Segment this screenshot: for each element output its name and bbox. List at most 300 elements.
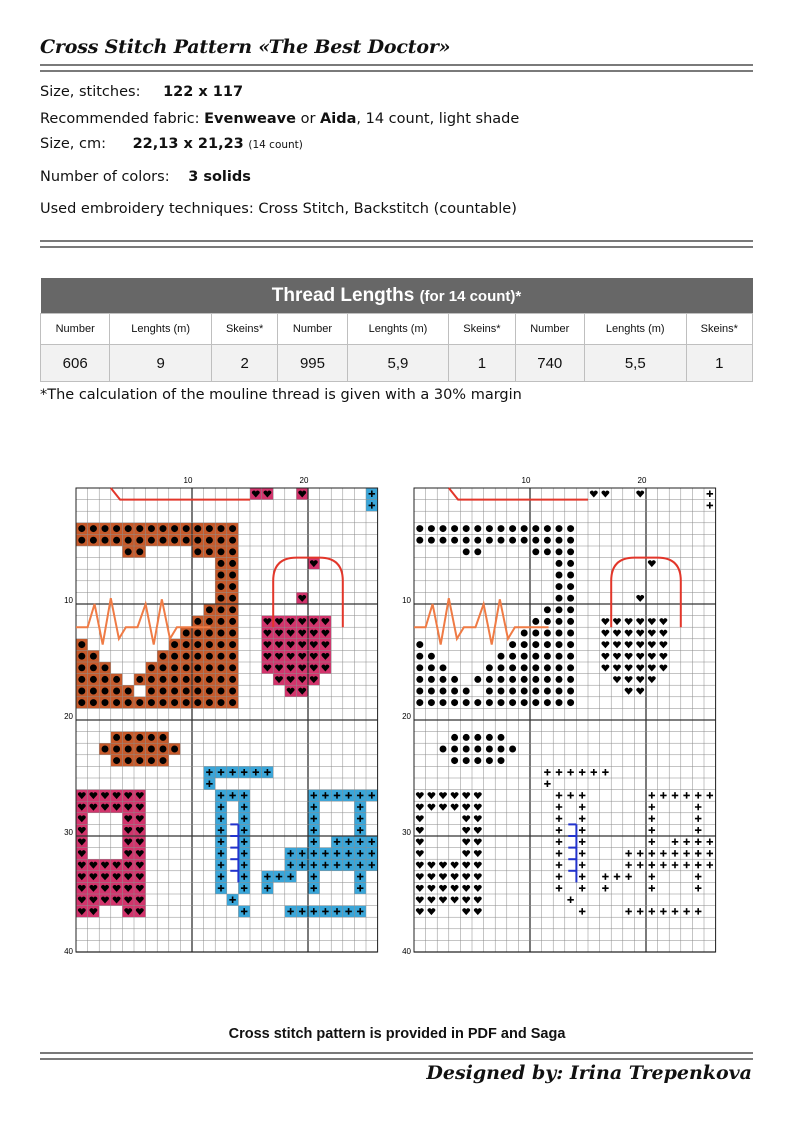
stitch-symbol-plus: [695, 827, 701, 833]
stitch-symbol-dot: [509, 688, 516, 695]
stitch-symbol-dot: [183, 699, 190, 706]
stitch-symbol-dot: [532, 653, 539, 660]
stitch-symbol-plus: [649, 862, 655, 868]
stitch-symbol-heart: [636, 491, 644, 498]
page-title: Cross Stitch Pattern «The Best Doctor»: [40, 36, 451, 58]
stitch-symbol-heart: [428, 862, 436, 869]
stitch-symbol-dot: [113, 757, 120, 764]
stitch-symbol-heart: [474, 839, 482, 846]
stitch-symbol-plus: [625, 873, 631, 879]
stitch-symbol-dot: [532, 618, 539, 625]
stitch-symbol-dot: [206, 641, 213, 648]
stitch-symbol-dot: [509, 676, 516, 683]
value-cell: 2: [211, 345, 277, 382]
stitch-symbol-dot: [160, 525, 167, 532]
stitch-symbol-dot: [532, 630, 539, 637]
stitch-symbol-heart: [636, 618, 644, 625]
stitch-symbol-dot: [160, 688, 167, 695]
stitch-symbol-dot: [90, 664, 97, 671]
stitch-symbol-dot: [148, 664, 155, 671]
stitch-symbol-heart: [602, 641, 610, 648]
stitch-symbol-plus: [649, 827, 655, 833]
stitch-symbol-heart: [462, 827, 470, 834]
stitch-symbol-plus: [707, 792, 713, 798]
thread-title-note: (for 14 count)*: [419, 287, 522, 305]
stitch-symbol-heart: [462, 792, 470, 799]
stitch-symbol-dot: [416, 676, 423, 683]
col-label-10: 10: [521, 476, 531, 485]
stitch-symbol-heart: [660, 665, 668, 672]
size-label: Size, stitches:: [40, 84, 141, 100]
stitch-symbol-dot: [113, 525, 120, 532]
stitch-symbol-dot: [498, 688, 505, 695]
stitch-symbol-dot: [136, 746, 143, 753]
stitch-symbol-dot: [136, 757, 143, 764]
stitch-symbol-dot: [451, 746, 458, 753]
stitch-symbol-dot: [544, 537, 551, 544]
stitch-symbol-plus: [707, 502, 713, 508]
stitch-symbol-dot: [136, 548, 143, 555]
stitch-symbol-dot: [160, 734, 167, 741]
stitch-symbol-heart: [462, 804, 470, 811]
stitch-symbol-dot: [102, 676, 109, 683]
stitch-symbol-heart: [602, 653, 610, 660]
stitch-symbol-dot: [78, 537, 85, 544]
stitch-symbol-dot: [486, 688, 493, 695]
stitch-symbol-heart: [451, 792, 459, 799]
stitch-symbol-dot: [148, 537, 155, 544]
stitch-symbol-dot: [125, 734, 132, 741]
stitch-symbol-dot: [229, 572, 236, 579]
stitch-symbol-dot: [556, 699, 563, 706]
stitch-symbol-plus: [660, 862, 666, 868]
stitch-symbol-dot: [416, 641, 423, 648]
stitch-symbol-heart: [660, 641, 668, 648]
stitch-symbol-dot: [544, 606, 551, 613]
value-cell: 5,5: [584, 345, 686, 382]
stitch-symbol-plus: [567, 897, 573, 903]
stitch-symbol-heart: [451, 897, 459, 904]
stitch-symbol-heart: [602, 630, 610, 637]
stitch-symbol-dot: [509, 525, 516, 532]
stitch-symbol-heart: [439, 897, 447, 904]
stitch-symbol-dot: [183, 537, 190, 544]
stitch-symbol-dot: [183, 641, 190, 648]
stitch-symbol-dot: [102, 699, 109, 706]
colors-line: [40, 169, 251, 185]
thread-header-row: [41, 314, 753, 345]
stitch-symbol-dot: [556, 548, 563, 555]
value-cell: 995: [278, 345, 347, 382]
stitch-symbol-plus: [672, 839, 678, 845]
stitch-symbol-dot: [206, 630, 213, 637]
cm-value: 22,13 x 21,23: [132, 136, 244, 152]
stitch-symbol-dot: [567, 583, 574, 590]
value-cell: 1: [449, 345, 515, 382]
stitch-symbol-heart: [648, 618, 656, 625]
stitch-symbol-dot: [428, 676, 435, 683]
stitch-symbol-dot: [544, 664, 551, 671]
stitch-symbol-plus: [683, 908, 689, 914]
stitch-symbol-heart: [462, 908, 470, 915]
stitch-symbol-dot: [532, 641, 539, 648]
stitch-symbol-plus: [695, 873, 701, 879]
stitch-symbol-heart: [474, 862, 482, 869]
stitch-symbol-dot: [498, 746, 505, 753]
stitch-symbol-dot: [521, 537, 528, 544]
header-cell: Number: [278, 314, 347, 345]
fabric-line: [40, 111, 519, 127]
header-cell: Lenghts (m): [347, 314, 449, 345]
stitch-symbol-dot: [463, 734, 470, 741]
value-cell: 606: [41, 345, 110, 382]
stitch-symbol-dot: [171, 699, 178, 706]
stitch-symbol-heart: [625, 618, 633, 625]
stitch-symbol-plus: [695, 862, 701, 868]
stitch-symbol-plus: [579, 839, 585, 845]
stitch-symbol-plus: [579, 885, 585, 891]
stitch-symbol-dot: [556, 560, 563, 567]
stitch-symbol-heart: [416, 873, 424, 880]
stitch-symbol-heart: [602, 491, 610, 498]
col-label-20: 20: [637, 476, 647, 485]
size-value: 122 x 117: [163, 84, 244, 100]
stitch-symbol-dot: [218, 606, 225, 613]
stitch-symbol-dot: [486, 537, 493, 544]
stitch-symbol-dot: [218, 699, 225, 706]
stitch-symbol-dot: [194, 618, 201, 625]
stitch-symbol-dot: [229, 688, 236, 695]
symbol-chart-grid: [414, 488, 716, 952]
stitch-symbol-dot: [474, 548, 481, 555]
stitch-symbol-dot: [229, 618, 236, 625]
stitch-symbol-dot: [428, 699, 435, 706]
stitch-symbol-dot: [229, 630, 236, 637]
thread-lengths-table: [40, 278, 753, 382]
stitch-symbol-dot: [183, 630, 190, 637]
stitch-symbol-plus: [579, 827, 585, 833]
stitch-symbol-dot: [556, 653, 563, 660]
row-label-40: 40: [64, 947, 73, 956]
cm-label: Size, cm:: [40, 136, 106, 152]
stitch-symbol-dot: [567, 699, 574, 706]
stitch-symbol-dot: [544, 548, 551, 555]
color-chart: [60, 470, 380, 960]
stitch-symbol-dot: [451, 734, 458, 741]
stitch-symbol-dot: [148, 688, 155, 695]
stitch-symbol-dot: [78, 699, 85, 706]
stitch-symbol-plus: [683, 792, 689, 798]
stitch-symbol-dot: [428, 537, 435, 544]
designer-credit: Designed by: Irina Trepenkova: [426, 1062, 752, 1084]
stitch-symbol-dot: [113, 746, 120, 753]
header-cell: Lenghts (m): [584, 314, 686, 345]
header-cell: Number: [41, 314, 110, 345]
stitch-symbol-dot: [416, 653, 423, 660]
stitch-symbol-dot: [474, 676, 481, 683]
stitch-symbol-heart: [648, 676, 656, 683]
stitch-symbol-dot: [136, 676, 143, 683]
stitch-symbol-dot: [136, 537, 143, 544]
stitch-symbol-dot: [218, 572, 225, 579]
stitch-symbol-heart: [648, 560, 656, 567]
stitch-symbol-heart: [648, 653, 656, 660]
stitch-symbol-dot: [183, 676, 190, 683]
stitch-symbol-dot: [148, 746, 155, 753]
stitch-symbol-dot: [148, 699, 155, 706]
stitch-symbol-dot: [229, 548, 236, 555]
stitch-symbol-dot: [136, 699, 143, 706]
stitch-symbol-plus: [579, 769, 585, 775]
stitch-symbol-dot: [171, 688, 178, 695]
stitch-symbol-dot: [218, 595, 225, 602]
stitch-symbol-dot: [463, 525, 470, 532]
header-cell: Skeins*: [449, 314, 515, 345]
stitch-symbol-dot: [556, 606, 563, 613]
stitch-symbol-dot: [206, 699, 213, 706]
stitch-symbol-heart: [636, 641, 644, 648]
stitch-symbol-heart: [462, 839, 470, 846]
stitch-symbol-heart: [648, 641, 656, 648]
stitch-symbol-plus: [683, 862, 689, 868]
stitch-symbol-dot: [428, 653, 435, 660]
stitch-symbol-heart: [613, 665, 621, 672]
stitch-symbol-dot: [532, 688, 539, 695]
stitch-symbol-dot: [218, 618, 225, 625]
stitch-symbol-heart: [439, 862, 447, 869]
value-cell: 1: [686, 345, 752, 382]
stitch-symbol-heart: [636, 595, 644, 602]
stitch-symbol-dot: [567, 595, 574, 602]
stitch-symbol-heart: [416, 897, 424, 904]
stitch-symbol-dot: [521, 664, 528, 671]
stitch-symbol-plus: [683, 839, 689, 845]
stitch-symbol-dot: [160, 664, 167, 671]
stitch-symbol-plus: [556, 804, 562, 810]
thread-table-title: [41, 278, 753, 314]
stitch-symbol-dot: [90, 676, 97, 683]
stitch-symbol-dot: [218, 630, 225, 637]
stitch-symbol-dot: [474, 525, 481, 532]
stitch-symbol-dot: [229, 537, 236, 544]
stitch-symbol-dot: [206, 688, 213, 695]
stitch-symbol-dot: [218, 537, 225, 544]
stitch-symbol-dot: [229, 641, 236, 648]
stitch-symbol-dot: [486, 746, 493, 753]
stitch-symbol-dot: [451, 537, 458, 544]
mid-divider-2: [40, 246, 753, 248]
stitch-symbol-dot: [218, 641, 225, 648]
value-cell: 9: [110, 345, 212, 382]
stitch-symbol-dot: [113, 537, 120, 544]
stitch-symbol-plus: [672, 908, 678, 914]
stitch-symbol-heart: [636, 653, 644, 660]
stitch-symbol-heart: [648, 665, 656, 672]
stitch-symbol-dot: [78, 653, 85, 660]
stitch-symbol-dot: [474, 757, 481, 764]
stitch-symbol-heart: [428, 873, 436, 880]
stitch-symbol-dot: [206, 548, 213, 555]
stitch-symbol-dot: [416, 688, 423, 695]
stitch-symbol-heart: [636, 630, 644, 637]
stitch-symbol-dot: [125, 688, 132, 695]
stitch-symbol-plus: [649, 885, 655, 891]
stitch-symbol-dot: [521, 688, 528, 695]
stitch-symbol-dot: [567, 606, 574, 613]
stitch-symbol-plus: [544, 781, 550, 787]
stitch-symbol-dot: [171, 676, 178, 683]
stitch-symbol-heart: [474, 815, 482, 822]
stitch-symbol-dot: [183, 664, 190, 671]
stitch-symbol-dot: [567, 560, 574, 567]
stitch-symbol-dot: [148, 757, 155, 764]
stitch-symbol-dot: [136, 734, 143, 741]
stitch-symbol-plus: [579, 815, 585, 821]
stitch-symbol-dot: [428, 525, 435, 532]
stitch-symbol-dot: [194, 699, 201, 706]
stitch-symbol-dot: [90, 688, 97, 695]
stitch-symbol-dot: [78, 664, 85, 671]
stitch-symbol-heart: [439, 804, 447, 811]
stitch-symbol-plus: [707, 862, 713, 868]
stitch-symbol-dot: [218, 548, 225, 555]
stitch-symbol-dot: [440, 699, 447, 706]
stitch-symbol-dot: [556, 676, 563, 683]
header-cell: Number: [515, 314, 584, 345]
value-cell: 740: [515, 345, 584, 382]
stitch-symbol-heart: [613, 653, 621, 660]
stitch-symbol-dot: [486, 734, 493, 741]
stitch-symbol-dot: [556, 537, 563, 544]
stitch-symbol-plus: [649, 815, 655, 821]
stitch-symbol-dot: [567, 525, 574, 532]
stitch-symbol-dot: [113, 676, 120, 683]
stitch-symbol-dot: [544, 641, 551, 648]
stitch-symbol-dot: [125, 699, 132, 706]
stitch-symbol-heart: [439, 792, 447, 799]
stitch-symbol-dot: [183, 653, 190, 660]
stitch-symbol-dot: [498, 537, 505, 544]
stitch-symbol-dot: [567, 548, 574, 555]
stitch-symbol-dot: [440, 537, 447, 544]
stitch-symbol-dot: [229, 560, 236, 567]
stitch-symbol-dot: [463, 548, 470, 555]
stitch-symbol-dot: [556, 583, 563, 590]
stitch-symbol-dot: [509, 537, 516, 544]
stitch-symbol-dot: [532, 699, 539, 706]
stitch-symbol-dot: [509, 641, 516, 648]
stitch-symbol-plus: [556, 827, 562, 833]
stitch-symbol-heart: [451, 885, 459, 892]
stitch-symbol-heart: [613, 641, 621, 648]
stitch-symbol-dot: [206, 537, 213, 544]
stitch-symbol-dot: [567, 630, 574, 637]
stitch-symbol-dot: [125, 537, 132, 544]
stitch-symbol-dot: [556, 595, 563, 602]
stitch-symbol-dot: [440, 676, 447, 683]
stitch-symbol-plus: [660, 850, 666, 856]
stitch-symbol-dot: [160, 746, 167, 753]
stitch-symbol-plus: [625, 862, 631, 868]
stitch-symbol-dot: [229, 664, 236, 671]
stitch-symbol-plus: [672, 850, 678, 856]
stitch-symbol-dot: [532, 676, 539, 683]
margin-note: *The calculation of the mouline thread is given with a 30% margin: [40, 387, 522, 403]
stitch-symbol-heart: [416, 885, 424, 892]
row-label-20: 20: [64, 712, 73, 721]
stitch-symbol-dot: [416, 699, 423, 706]
col-label-20: 20: [299, 476, 309, 485]
fabric-detail: , 14 count, light shade: [356, 111, 520, 127]
stitch-symbol-dot: [206, 676, 213, 683]
stitch-symbol-dot: [567, 641, 574, 648]
stitch-symbol-heart: [416, 804, 424, 811]
stitch-symbol-heart: [462, 873, 470, 880]
stitch-symbol-plus: [637, 850, 643, 856]
stitch-symbol-dot: [509, 664, 516, 671]
stitch-symbol-dot: [206, 653, 213, 660]
stitch-symbol-heart: [636, 676, 644, 683]
stitch-symbol-heart: [613, 676, 621, 683]
stitch-symbol-plus: [614, 873, 620, 879]
stitch-symbol-heart: [416, 862, 424, 869]
stitch-symbol-dot: [486, 525, 493, 532]
stitch-symbol-heart: [439, 873, 447, 880]
stitch-symbol-dot: [474, 746, 481, 753]
stitch-symbol-dot: [556, 618, 563, 625]
stitch-symbol-dot: [463, 537, 470, 544]
stitch-symbol-dot: [171, 525, 178, 532]
stitch-symbol-dot: [498, 699, 505, 706]
stitch-symbol-dot: [102, 746, 109, 753]
stitch-symbol-heart: [625, 688, 633, 695]
stitch-symbol-plus: [625, 850, 631, 856]
stitch-symbol-dot: [218, 676, 225, 683]
stitch-symbol-dot: [463, 688, 470, 695]
stitch-symbol-heart: [602, 618, 610, 625]
stitch-symbol-plus: [637, 908, 643, 914]
stitch-symbol-dot: [218, 525, 225, 532]
stitch-symbol-heart: [613, 618, 621, 625]
stitch-symbol-dot: [78, 525, 85, 532]
stitch-symbol-dot: [416, 664, 423, 671]
stitch-symbol-plus: [660, 792, 666, 798]
stitch-symbol-plus: [695, 850, 701, 856]
stitch-symbol-plus: [579, 862, 585, 868]
stitch-symbol-dot: [102, 688, 109, 695]
stitch-symbol-dot: [125, 746, 132, 753]
stitch-symbol-heart: [474, 827, 482, 834]
stitch-symbol-dot: [474, 734, 481, 741]
stitch-symbol-plus: [672, 862, 678, 868]
stitch-symbol-heart: [416, 815, 424, 822]
stitch-symbol-heart: [636, 688, 644, 695]
heartbeat-line: [414, 598, 549, 644]
stitch-symbol-plus: [579, 850, 585, 856]
stitch-symbol-dot: [544, 525, 551, 532]
stitch-symbol-dot: [194, 664, 201, 671]
stitch-symbol-heart: [462, 897, 470, 904]
stitch-symbol-dot: [509, 653, 516, 660]
stitch-symbol-heart: [462, 862, 470, 869]
stitch-symbol-dot: [148, 676, 155, 683]
colors-label: Number of colors:: [40, 169, 170, 185]
techniques-line: Used embroidery techniques: Cross Stitch, Backstitch (countable): [40, 201, 517, 217]
stitch-symbol-dot: [113, 688, 120, 695]
fabric-aida: Aida: [320, 111, 357, 127]
stitch-symbol-dot: [544, 688, 551, 695]
stitch-symbol-heart: [439, 885, 447, 892]
